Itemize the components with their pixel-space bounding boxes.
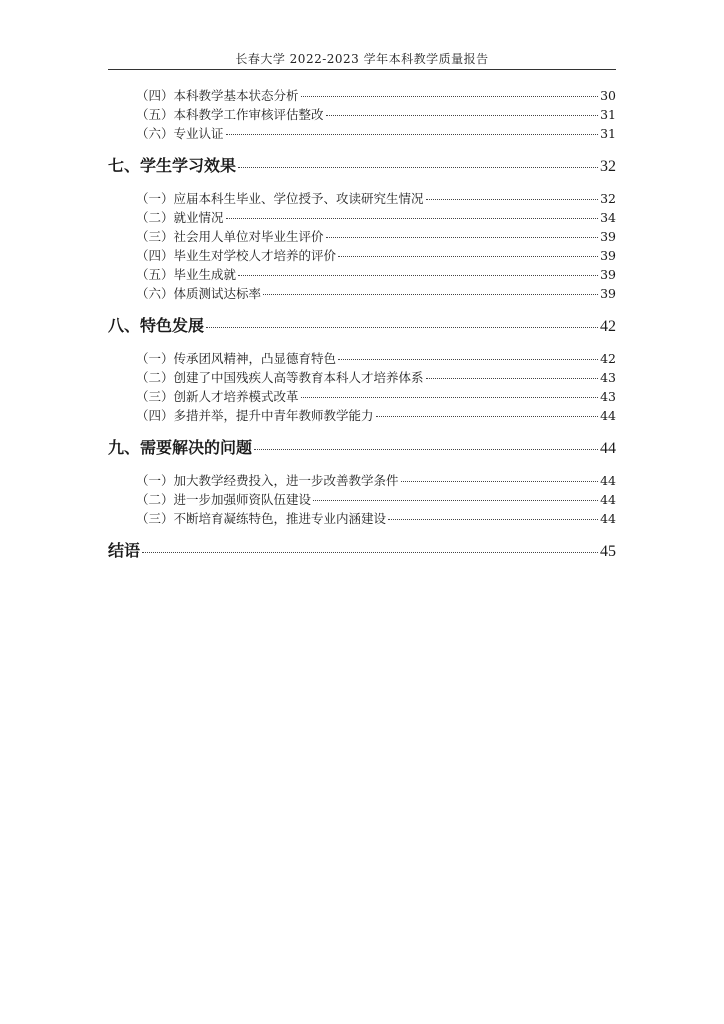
toc-entry-label: （六）专业认证 [136, 126, 224, 141]
dot-leader [326, 115, 599, 116]
running-header: 长春大学 2022-2023 学年本科教学质量报告 [235, 52, 489, 66]
toc-entry-page: 42 [600, 351, 616, 366]
toc-chapter[interactable] [108, 143, 616, 189]
toc-entry-page: 34 [600, 210, 616, 225]
toc-entry[interactable] [108, 509, 616, 528]
toc-entry[interactable] [108, 349, 616, 368]
toc-entry-label: （三）不断培育凝练特色，推进专业内涵建设 [136, 511, 387, 526]
toc-entry-label: （二）就业情况 [136, 210, 224, 225]
toc-entry[interactable] [108, 246, 616, 265]
toc-entry-page: 44 [600, 473, 616, 488]
toc-entry-label: （四）多措并举，提升中青年教师教学能力 [136, 408, 374, 423]
toc-chapter-label: 七、学生学习效果 [108, 156, 237, 175]
dot-leader [426, 199, 599, 200]
toc-entry-page: 39 [600, 286, 616, 301]
toc-entry-label: （一）应届本科生毕业、学位授予、攻读研究生情况 [136, 191, 424, 206]
dot-leader [238, 275, 598, 276]
toc-entry[interactable] [108, 86, 616, 105]
dot-leader [326, 237, 599, 238]
toc-chapter-label: 结语 [108, 541, 141, 560]
toc-chapter-page: 45 [600, 543, 616, 560]
dot-leader [313, 500, 598, 501]
toc-entry[interactable] [108, 189, 616, 208]
toc-entry[interactable] [108, 406, 616, 425]
dot-leader [142, 552, 598, 553]
dot-leader [338, 256, 598, 257]
toc-entry-page: 31 [600, 107, 616, 122]
toc-entry[interactable] [108, 227, 616, 246]
toc-entry-label: （三）创新人才培养模式改革 [136, 389, 299, 404]
dot-leader [206, 327, 598, 328]
dot-leader [376, 416, 599, 417]
toc-entry-page: 44 [600, 408, 616, 423]
toc-entry-page: 30 [600, 88, 616, 103]
toc-entry-label: （四）毕业生对学校人才培养的评价 [136, 248, 337, 263]
dot-leader [226, 134, 599, 135]
toc-entry-label: （二）进一步加强师资队伍建设 [136, 492, 312, 507]
dot-leader [301, 397, 599, 398]
toc-entry[interactable] [108, 387, 616, 406]
toc-entry-label: （二）创建了中国残疾人高等教育本科人才培养体系 [136, 370, 424, 385]
toc-entry-page: 39 [600, 229, 616, 244]
toc-chapter-label: 八、特色发展 [108, 316, 205, 335]
toc-chapter-page: 42 [600, 318, 616, 335]
toc-entry[interactable] [108, 368, 616, 387]
toc-entry-label: （三）社会用人单位对毕业生评价 [136, 229, 324, 244]
toc-entry-page: 44 [600, 492, 616, 507]
dot-leader [263, 294, 598, 295]
toc-chapter[interactable] [108, 528, 616, 574]
table-of-contents [108, 86, 616, 574]
toc-chapter[interactable] [108, 425, 616, 471]
toc-entry-label: （一）传承团风精神，凸显德育特色 [136, 351, 337, 366]
toc-entry[interactable] [108, 490, 616, 509]
toc-chapter-page: 32 [600, 158, 616, 175]
toc-entry[interactable] [108, 284, 616, 303]
toc-entry-page: 39 [600, 248, 616, 263]
dot-leader [401, 481, 599, 482]
toc-chapter[interactable] [108, 303, 616, 349]
toc-entry-label: （四）本科教学基本状态分析 [136, 88, 299, 103]
toc-entry-page: 31 [600, 126, 616, 141]
header-rule [108, 69, 616, 70]
toc-entry[interactable] [108, 208, 616, 227]
toc-entry[interactable] [108, 124, 616, 143]
toc-chapter-page: 44 [600, 440, 616, 457]
toc-entry-page: 43 [600, 389, 616, 404]
toc-entry[interactable] [108, 265, 616, 284]
dot-leader [301, 96, 599, 97]
toc-entry-page: 44 [600, 511, 616, 526]
toc-entry-label: （五）本科教学工作审核评估整改 [136, 107, 324, 122]
dot-leader [338, 359, 598, 360]
toc-chapter-label: 九、需要解决的问题 [108, 438, 253, 457]
toc-entry-label: （五）毕业生成就 [136, 267, 237, 282]
dot-leader [226, 218, 599, 219]
toc-entry[interactable] [108, 471, 616, 490]
toc-entry-page: 43 [600, 370, 616, 385]
toc-entry[interactable] [108, 105, 616, 124]
dot-leader [254, 449, 598, 450]
dot-leader [388, 519, 598, 520]
toc-entry-label: （六）体质测试达标率 [136, 286, 262, 301]
dot-leader [426, 378, 599, 379]
toc-entry-page: 32 [600, 191, 616, 206]
toc-entry-label: （一）加大教学经费投入，进一步改善教学条件 [136, 473, 399, 488]
dot-leader [238, 167, 598, 168]
toc-entry-page: 39 [600, 267, 616, 282]
